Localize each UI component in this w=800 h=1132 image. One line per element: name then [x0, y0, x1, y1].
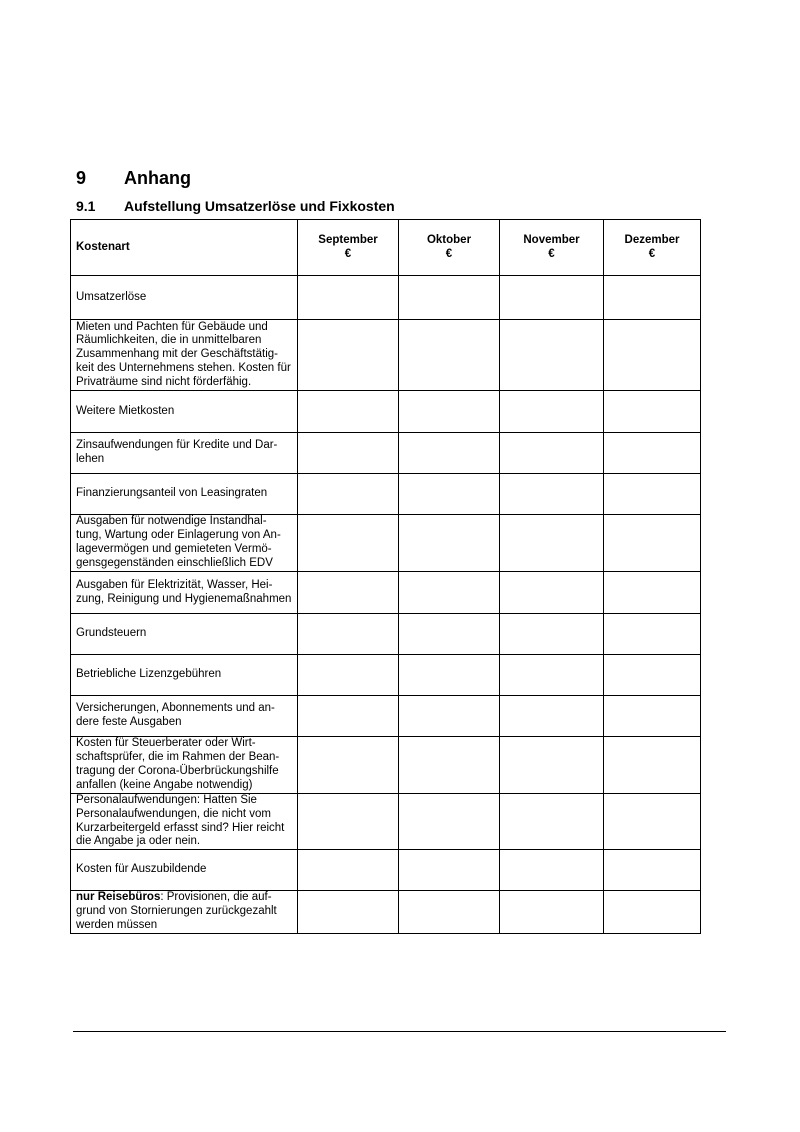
value-cell[interactable]: [500, 391, 604, 433]
header-month-oktober: [399, 220, 500, 276]
header-month-september: [298, 220, 399, 276]
value-cell[interactable]: [298, 474, 399, 515]
row-label: Finanzierungsanteil von Leasingraten: [71, 474, 298, 515]
value-cell[interactable]: [604, 320, 701, 391]
row-label: Betriebliche Lizenzgebühren: [71, 655, 298, 696]
value-cell[interactable]: [604, 515, 701, 572]
value-cell[interactable]: [298, 850, 399, 891]
header-currency-unit: €: [445, 247, 453, 260]
subsection-title: Aufstellung Umsatzerlöse und Fixkosten: [124, 198, 395, 214]
row-label: Versicherungen, Abonnements und an-dere feste Ausgaben: [71, 696, 298, 737]
value-cell[interactable]: [500, 794, 604, 850]
value-cell[interactable]: [604, 794, 701, 850]
row-label-reisebueros: [71, 891, 298, 934]
value-cell[interactable]: [500, 515, 604, 572]
value-cell[interactable]: [604, 572, 701, 614]
row-label: Ausgaben für Elektrizität, Wasser, Hei-zung, Reinigung und Hygienemaßnahmen: [71, 572, 298, 614]
section-number: 9: [76, 168, 87, 188]
value-cell[interactable]: [500, 474, 604, 515]
value-cell[interactable]: [298, 515, 399, 572]
value-cell[interactable]: [298, 276, 399, 320]
value-cell[interactable]: [298, 572, 399, 614]
value-cell[interactable]: [298, 614, 399, 655]
header-currency-unit: €: [344, 247, 352, 260]
row-label: Kosten für Steuerberater oder Wirt-schaftsprüfer, die im Rahmen der Bean-tragung der Corona-Überbrückungshilfe anfallen (keine Angabe notwendig): [71, 737, 298, 794]
value-cell[interactable]: [298, 794, 399, 850]
table-row: [71, 850, 701, 891]
value-cell[interactable]: [500, 614, 604, 655]
cost-table: [70, 219, 701, 934]
value-cell[interactable]: [399, 614, 500, 655]
value-cell[interactable]: [399, 655, 500, 696]
table-row: [71, 655, 701, 696]
value-cell[interactable]: [399, 737, 500, 794]
header-kostenart: Kostenart: [71, 220, 298, 276]
row-label: Personalaufwendungen: Hatten Sie Personalaufwendungen, die nicht vom Kurzarbeitergeld erfasst sind? Hier reicht die Angabe ja oder nein.: [71, 794, 298, 850]
value-cell[interactable]: [604, 737, 701, 794]
value-cell[interactable]: [500, 737, 604, 794]
table-row: [71, 794, 701, 850]
value-cell[interactable]: [399, 515, 500, 572]
table-row: [71, 737, 701, 794]
row-label: Zinsaufwendungen für Kredite und Dar-lehen: [71, 433, 298, 474]
value-cell[interactable]: [399, 794, 500, 850]
value-cell[interactable]: [604, 850, 701, 891]
value-cell[interactable]: [399, 696, 500, 737]
value-cell[interactable]: [604, 391, 701, 433]
footer-divider: [73, 1031, 726, 1032]
header-currency-unit: €: [548, 247, 555, 260]
value-cell[interactable]: [399, 433, 500, 474]
table-row: [71, 572, 701, 614]
table-row: [71, 276, 701, 320]
header-currency-unit: €: [648, 247, 656, 260]
table-row: [71, 614, 701, 655]
value-cell[interactable]: [298, 737, 399, 794]
value-cell[interactable]: [298, 433, 399, 474]
value-cell[interactable]: [500, 891, 604, 934]
header-month-name: November: [523, 233, 580, 246]
value-cell[interactable]: [604, 655, 701, 696]
value-cell[interactable]: [399, 474, 500, 515]
value-cell[interactable]: [399, 276, 500, 320]
table-header-row: [71, 220, 701, 276]
value-cell[interactable]: [298, 391, 399, 433]
value-cell[interactable]: [500, 696, 604, 737]
row-label-bold: nur Reisebüros: [76, 891, 161, 904]
value-cell[interactable]: [500, 572, 604, 614]
value-cell[interactable]: [604, 891, 701, 934]
value-cell[interactable]: [399, 572, 500, 614]
row-label: Umsatzerlöse: [71, 276, 298, 320]
value-cell[interactable]: [604, 276, 701, 320]
row-label: Ausgaben für notwendige Instandhal-tung, Wartung oder Einlagerung von An-lagevermögen und gemieteten Vermö-gensgegenständen einschließlich EDV: [71, 515, 298, 572]
header-month-name: September: [318, 233, 378, 246]
value-cell[interactable]: [604, 474, 701, 515]
subsection-number: 9.1: [76, 198, 96, 214]
value-cell[interactable]: [604, 696, 701, 737]
table-row: [71, 696, 701, 737]
value-cell[interactable]: [500, 655, 604, 696]
value-cell[interactable]: [298, 891, 399, 934]
header-month-name: Oktober: [426, 233, 472, 246]
value-cell[interactable]: [298, 320, 399, 391]
value-cell[interactable]: [399, 320, 500, 391]
header-month-name: Dezember: [624, 233, 680, 246]
row-label: Weitere Mietkosten: [71, 391, 298, 433]
value-cell[interactable]: [399, 391, 500, 433]
row-label: Grundsteuern: [71, 614, 298, 655]
table-row: [71, 391, 701, 433]
value-cell[interactable]: [604, 433, 701, 474]
table-row: [71, 474, 701, 515]
header-month-dezember: [604, 220, 701, 276]
value-cell[interactable]: [298, 696, 399, 737]
value-cell[interactable]: [298, 655, 399, 696]
section-title: Anhang: [124, 168, 191, 188]
value-cell[interactable]: [500, 850, 604, 891]
row-label-rest: : Provisionen, die auf-grund von Stornierungen zurückgezahlt werden müssen: [76, 891, 277, 932]
table-row: [71, 891, 701, 934]
header-month-november: [500, 220, 604, 276]
value-cell[interactable]: [500, 276, 604, 320]
value-cell[interactable]: [604, 614, 701, 655]
value-cell[interactable]: [500, 320, 604, 391]
subsection-heading: [76, 198, 395, 214]
value-cell[interactable]: [399, 891, 500, 934]
section-heading: [76, 168, 191, 189]
value-cell[interactable]: [500, 433, 604, 474]
table-row: [71, 320, 701, 391]
table-row: [71, 515, 701, 572]
row-label: Kosten für Auszubildende: [71, 850, 298, 891]
row-label: Mieten und Pachten für Gebäude und Räumlichkeiten, die in unmittelbaren Zusammenhang mit der Geschäftstätig-keit des Unternehmens stehen. Kosten für Privaträume sind nicht förderfähig.: [71, 320, 298, 391]
value-cell[interactable]: [399, 850, 500, 891]
table-row: [71, 433, 701, 474]
